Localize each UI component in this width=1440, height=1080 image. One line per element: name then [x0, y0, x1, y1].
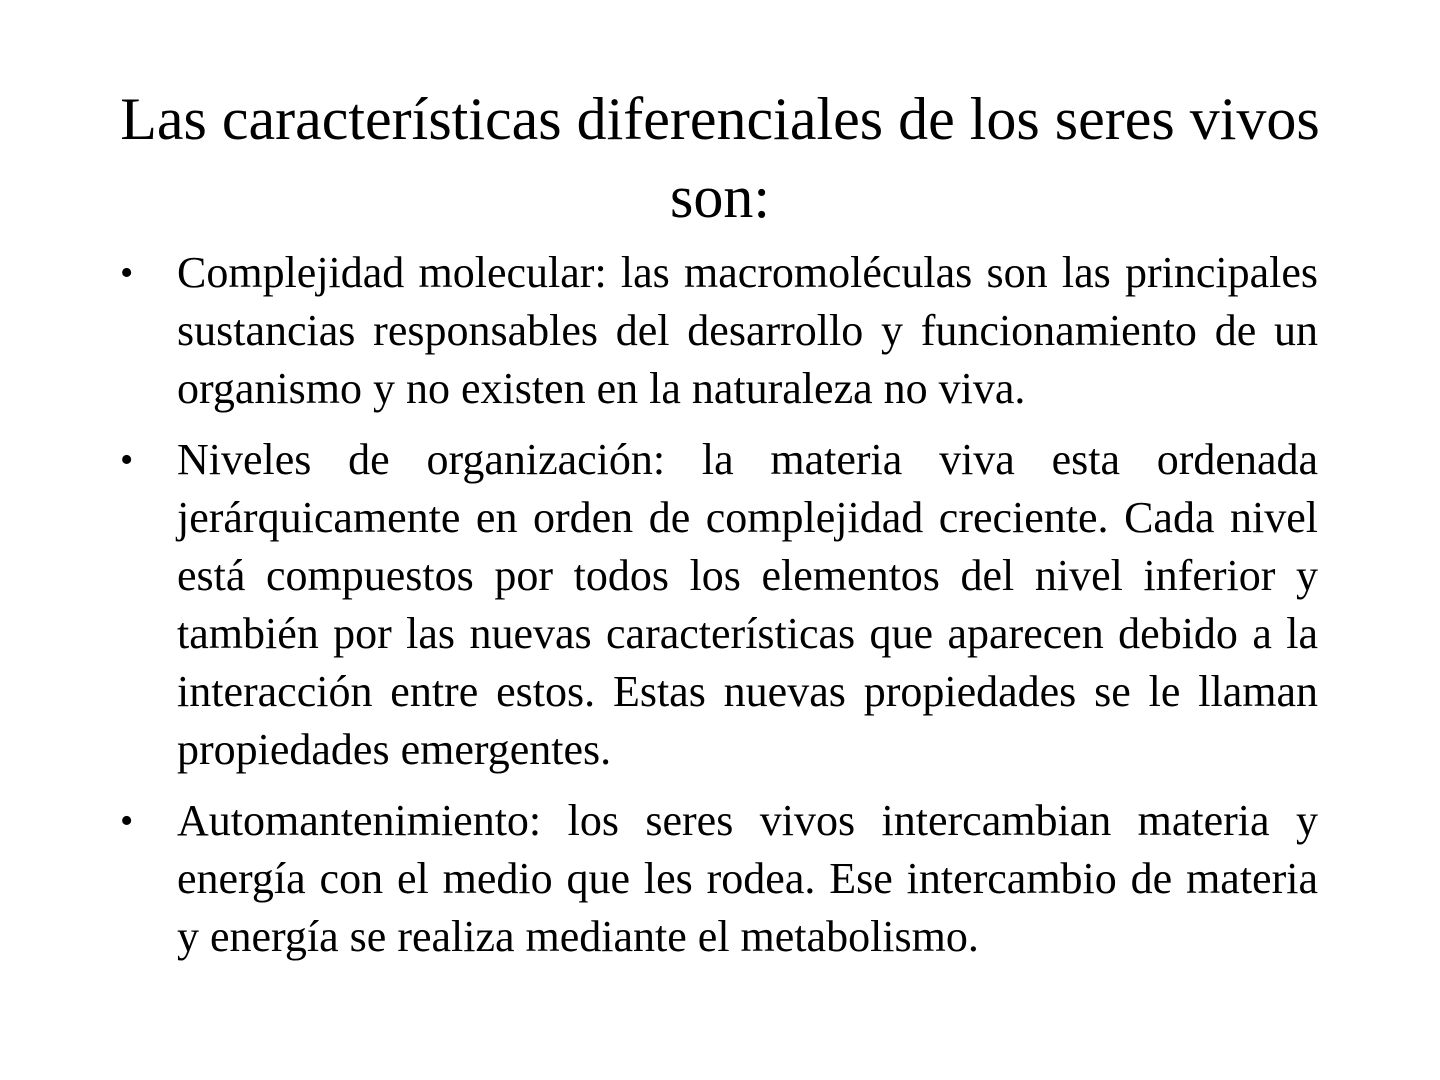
bullet-item-automantenimiento [120, 792, 1318, 966]
bullet-list [120, 244, 1318, 979]
bullet-text: Automantenimiento: los seres vivos intercambian materia y energía con el medio que les rodea. Ese intercambio de materia y energía se realiza mediante el metabolismo. [177, 796, 1318, 961]
bullet-icon: • [120, 800, 134, 842]
bullet-icon: • [120, 252, 134, 294]
bullet-text: Complejidad molecular: las macromoléculas son las principales sustancias responsables del desarrollo y funcionamiento de un organismo y no existen en la naturaleza no viva. [177, 248, 1318, 413]
bullet-icon: • [120, 439, 134, 481]
bullet-item-complejidad [120, 244, 1318, 418]
slide-title: Las características diferenciales de los seres vivos son: [120, 86, 1320, 230]
bullet-text: Niveles de organización: la materia viva esta ordenada jerárquicamente en orden de complejidad creciente. Cada nivel está compuestos por todos los elementos del nivel inferior y también por las nuevas características que aparecen debido a la interacción entre estos. Estas nuevas propiedades se le llaman propiedades emergentes. [177, 435, 1318, 774]
bullet-item-niveles [120, 431, 1318, 779]
